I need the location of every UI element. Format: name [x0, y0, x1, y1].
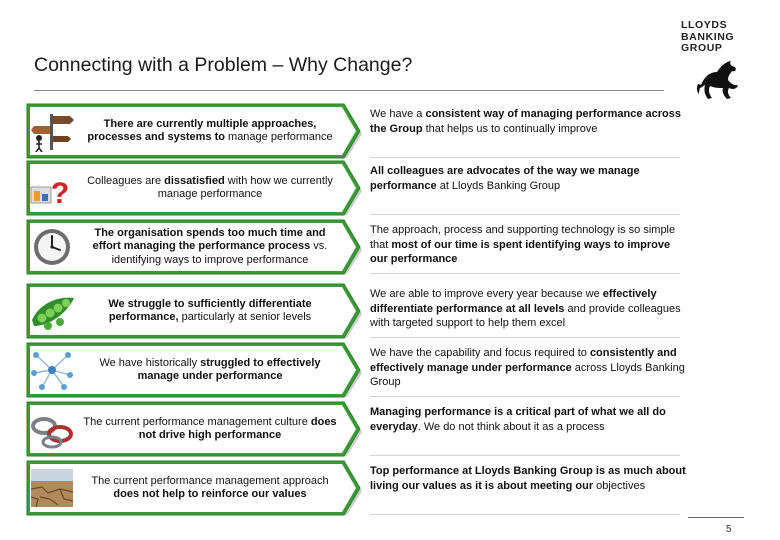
- current-state-paragraph: [80, 416, 340, 443]
- cracked-earth-icon: [30, 467, 74, 509]
- text-run: and provide colleagues with targeted support to help them excel: [370, 302, 681, 329]
- text-run: We have a: [370, 108, 426, 120]
- logo-wordmark: [681, 20, 734, 55]
- future-state-text: [370, 464, 688, 493]
- svg-text:?: ?: [50, 177, 70, 209]
- text-run: manage performance: [224, 131, 333, 143]
- text-run: across Lloyds Banking Group: [370, 361, 685, 388]
- peas-pod-icon: [30, 290, 74, 332]
- text-run: effectively differentiate performance at all levels: [370, 288, 657, 315]
- comparison-row: [26, 401, 716, 457]
- text-run: does not help to reinforce our values: [113, 488, 307, 500]
- text-run: All colleagues are advocates of the way we manage performance: [370, 165, 640, 192]
- row-divider: [370, 396, 680, 397]
- page-title: Connecting with a Problem – Why Change?: [34, 54, 413, 76]
- text-run: dissatisfied: [164, 174, 225, 187]
- text-run: There are currently multiple approaches,: [103, 117, 317, 130]
- current-state-text: [80, 219, 340, 275]
- comparison-row: [26, 342, 716, 398]
- row-divider: [370, 514, 680, 515]
- text-run: that helps us to continually improve: [422, 122, 598, 135]
- text-run: with how we currently manage performance: [157, 174, 333, 200]
- current-state-text: [80, 401, 340, 457]
- text-run: The organisation spends too much time and effort managing the performance process: [92, 226, 326, 253]
- current-state-paragraph: [80, 175, 340, 202]
- lloyds-logo: [681, 20, 761, 100]
- logo-line: BANKING: [681, 30, 735, 43]
- text-run: vs. identifying ways to improve performance: [111, 240, 328, 266]
- text-run: We have the capability and focus required to: [370, 347, 590, 359]
- text-run: Colleagues are: [87, 174, 165, 187]
- row-divider: [370, 214, 680, 215]
- current-state-paragraph: [80, 298, 340, 325]
- current-state-paragraph: [80, 357, 340, 384]
- comparison-row: [26, 103, 716, 159]
- text-run: . We do not think about it as a process: [417, 420, 605, 433]
- network-people-icon: [30, 349, 74, 391]
- text-run: Top performance at Lloyds Banking Group is as much about living our values as it is about meeting our: [370, 465, 686, 492]
- row-divider: [370, 337, 680, 338]
- current-state-paragraph: [80, 227, 340, 268]
- text-run: The current performance management culture: [83, 415, 311, 428]
- logo-line: LLOYDS: [681, 19, 728, 31]
- text-run: at Lloyds Banking Group: [436, 179, 561, 192]
- text-run: consistently and effectively manage under performance: [370, 347, 677, 374]
- text-run: We struggle to sufficiently differentiate performance,: [108, 297, 312, 323]
- comparison-row: [26, 219, 716, 275]
- title-divider: [34, 90, 664, 91]
- text-run: The approach, process and supporting technology is so simple that: [370, 224, 676, 251]
- row-divider: [370, 455, 680, 456]
- text-run: The current performance management approach: [91, 474, 329, 487]
- text-run: most of our time is spent identifying ways to improve our performance: [370, 238, 671, 265]
- comparison-row: [26, 160, 716, 216]
- current-state-text: [80, 160, 340, 216]
- comparison-row: [26, 460, 716, 516]
- text-run: Managing performance is a critical part of what we all do everyday: [370, 406, 666, 433]
- current-state-text: [80, 103, 340, 159]
- future-state-text: [370, 107, 688, 136]
- text-run: We are able to improve every year because we: [370, 288, 603, 300]
- row-divider: [370, 273, 680, 274]
- text-run: particularly at senior levels: [178, 311, 312, 323]
- current-state-text: [80, 283, 340, 339]
- text-run: does not drive high performance: [138, 415, 337, 441]
- text-run: consistent way of managing performance across the Group: [370, 108, 681, 135]
- text-run: struggled to effectively manage under performance: [137, 356, 321, 382]
- page-number: 5: [726, 524, 732, 535]
- signpost-figure-icon: [30, 110, 74, 152]
- row-divider: [370, 157, 680, 158]
- future-state-text: [370, 164, 688, 193]
- current-state-text: [80, 460, 340, 516]
- current-state-paragraph: [80, 118, 340, 145]
- text-run: processes and systems to: [87, 131, 225, 143]
- clock-icon: [30, 226, 74, 268]
- chain-links-icon: [30, 408, 74, 450]
- future-state-text: [370, 346, 688, 390]
- future-state-text: [370, 287, 688, 331]
- future-state-text: [370, 223, 688, 267]
- comparison-row: [26, 283, 716, 339]
- text-run: objectives: [593, 479, 646, 492]
- footer-divider: [688, 517, 744, 518]
- question-mark-icon: [30, 167, 74, 209]
- current-state-text: [80, 342, 340, 398]
- future-state-text: [370, 405, 688, 434]
- logo-line: GROUP: [681, 42, 723, 54]
- current-state-paragraph: [80, 475, 340, 502]
- black-horse-icon: [695, 58, 741, 100]
- text-run: We have historically: [99, 356, 201, 369]
